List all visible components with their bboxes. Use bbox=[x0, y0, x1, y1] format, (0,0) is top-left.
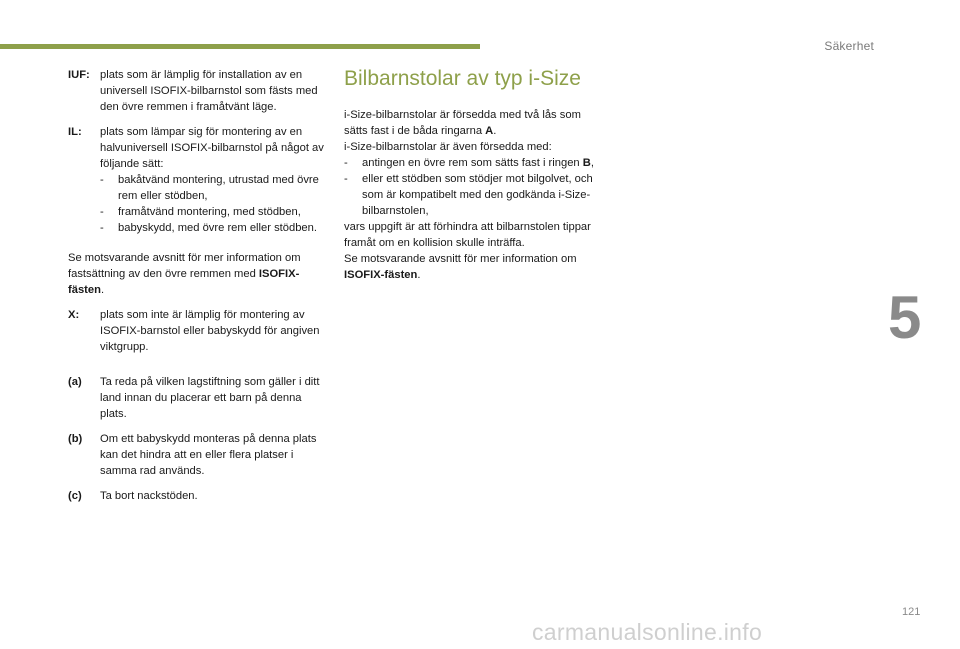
footnote-term: (c) bbox=[68, 490, 82, 502]
footnote-term: (b) bbox=[68, 433, 83, 445]
text: i-Size-bilbarnstolar är försedda med två lås som sätts fast i de båda ringarna bbox=[344, 109, 581, 137]
list-item bbox=[344, 155, 606, 171]
list-item bbox=[100, 204, 326, 220]
dash-marker: - bbox=[100, 206, 104, 218]
text: . bbox=[493, 125, 497, 137]
definition-iuf bbox=[68, 67, 326, 115]
ring-label-b: B bbox=[582, 157, 591, 169]
footnote-a bbox=[68, 374, 326, 422]
ring-label-a: A bbox=[485, 125, 494, 137]
section-label: Säkerhet bbox=[824, 39, 874, 53]
footnote-c bbox=[68, 488, 326, 504]
definition-desc: plats som inte är lämplig för montering av ISOFIX-barnstol eller babyskydd för angiven viktgrupp. bbox=[100, 309, 320, 353]
isofix-note bbox=[68, 250, 326, 298]
footnote-desc: Ta reda på vilken lagstiftning som gäller i ditt land innan du placerar ett barn på denna plats. bbox=[100, 376, 320, 420]
dash-marker: - bbox=[344, 157, 348, 169]
list-item-text: framåtvänd montering, med stödben, bbox=[118, 206, 301, 218]
text: . bbox=[417, 269, 421, 281]
paragraph-line bbox=[344, 251, 606, 283]
dash-marker: - bbox=[100, 222, 104, 234]
text: , bbox=[590, 157, 594, 169]
list-item-text: eller ett stödben som stödjer mot bilgolvet, och som är kompatibelt med den godkända i-Size-bilbarnstolen, bbox=[362, 173, 593, 217]
definition-term: X: bbox=[68, 309, 80, 321]
text: Se motsvarande avsnitt för mer information om bbox=[344, 253, 577, 265]
page-number: 121 bbox=[902, 606, 921, 618]
definition-x bbox=[68, 307, 326, 355]
section-heading: Bilbarnstolar av typ i-Size bbox=[344, 67, 581, 90]
paragraph-line: vars uppgift är att förhindra att bilbarnstolen tippar framåt om en kollision skulle inträffa. bbox=[344, 221, 591, 249]
note-link-text: ISOFIX-fästen bbox=[68, 268, 300, 296]
right-column bbox=[344, 66, 606, 283]
list-item-text bbox=[362, 155, 594, 171]
note-end: . bbox=[100, 284, 105, 296]
definition-desc: plats som är lämplig för installation av en universell ISOFIX-bilbarnstol som fästs med den övre remmen i framåtvänt läge. bbox=[100, 69, 318, 113]
watermark: carmanualsonline.info bbox=[532, 619, 763, 645]
dash-marker: - bbox=[344, 173, 348, 185]
list-item bbox=[100, 220, 326, 236]
footnote-term: (a) bbox=[68, 376, 82, 388]
left-column bbox=[68, 67, 326, 513]
isofix-link-text: ISOFIX-fästen bbox=[344, 269, 418, 281]
definition-desc: plats som lämpar sig för montering av en halvuniversell ISOFIX-bilbarnstol på något av följande sätt: bbox=[100, 126, 324, 170]
paragraph-line bbox=[344, 107, 606, 139]
list-item-text: babyskydd, med övre rem eller stödben. bbox=[118, 222, 317, 234]
spacer bbox=[68, 364, 326, 374]
paragraph-line: i-Size-bilbarnstolar är även försedda med: bbox=[344, 141, 552, 153]
il-bullet-list bbox=[100, 172, 326, 236]
text: antingen en övre rem som sätts fast i ringen bbox=[362, 157, 583, 169]
header-accent-bar bbox=[0, 44, 480, 49]
dash-marker: - bbox=[100, 174, 104, 186]
chapter-number: 5 bbox=[888, 284, 922, 351]
definition-il bbox=[68, 124, 326, 236]
footnote-b bbox=[68, 431, 326, 479]
note-text: Se motsvarande avsnitt för mer information om fastsättning av den övre remmen med bbox=[68, 252, 301, 280]
definition-term: IUF: bbox=[68, 69, 90, 81]
list-item bbox=[344, 171, 606, 219]
list-item bbox=[100, 172, 326, 204]
definition-term: IL: bbox=[68, 126, 82, 138]
list-item-text: bakåtvänd montering, utrustad med övre rem eller stödben, bbox=[118, 174, 319, 202]
footnote-desc: Ta bort nackstöden. bbox=[100, 490, 198, 502]
definition-body bbox=[100, 124, 326, 236]
footnote-desc: Om ett babyskydd monteras på denna plats kan det hindra att en eller flera platser i samma rad används. bbox=[100, 433, 317, 477]
